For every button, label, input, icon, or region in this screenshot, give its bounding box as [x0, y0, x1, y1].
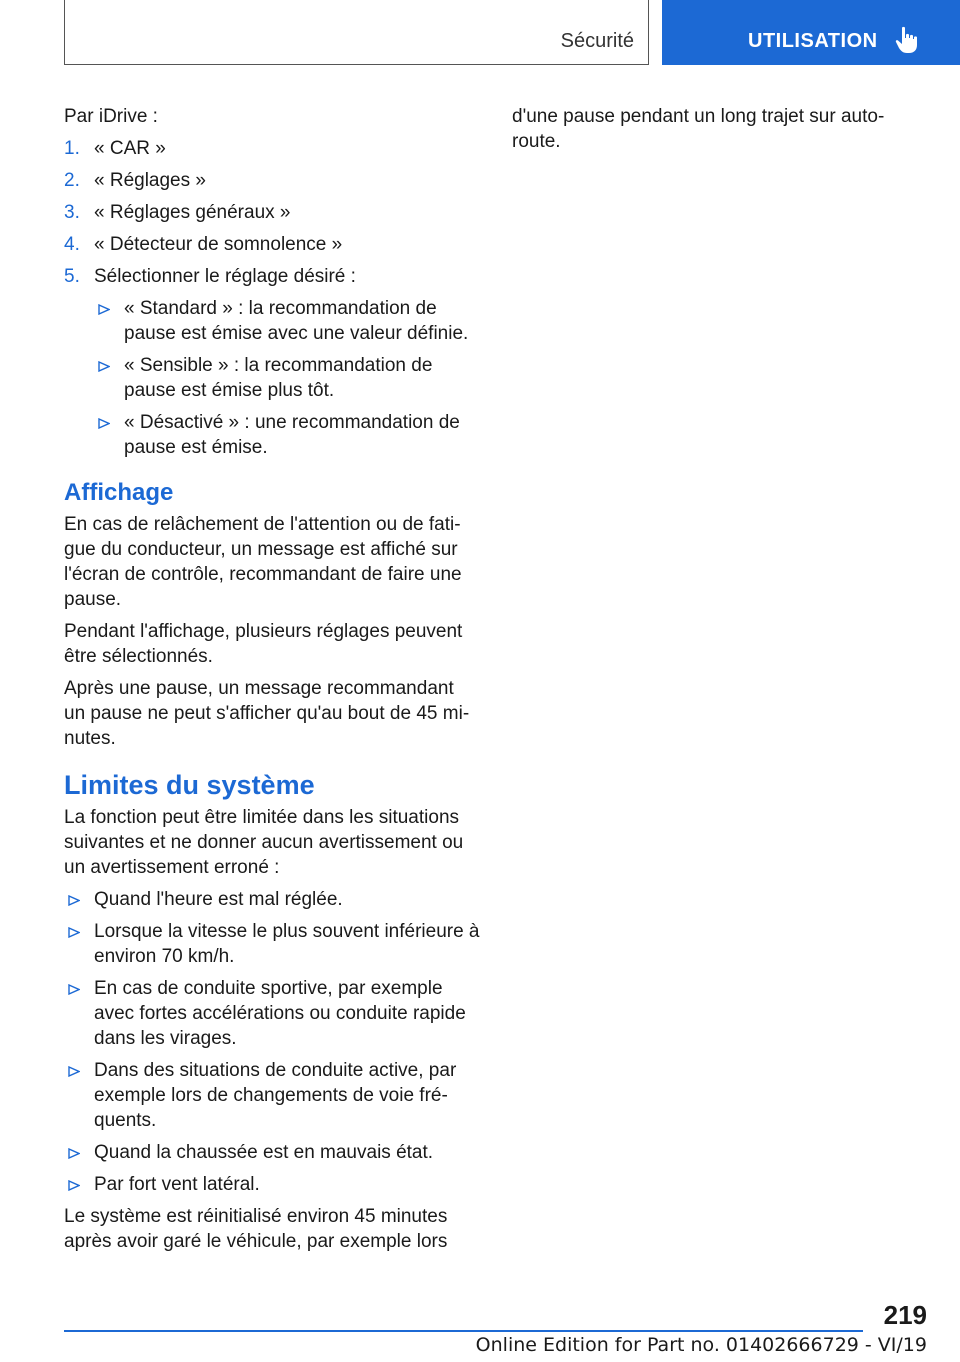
step-number: 4. — [64, 234, 80, 255]
intro-text: Par iDrive : — [64, 106, 158, 127]
limit-text: Dans des situations de conduite active, par exemple lors de changements de voie fréquents. — [94, 1060, 457, 1131]
list-item — [64, 136, 480, 161]
triangle-right-icon — [68, 984, 80, 995]
hand-pointer-icon — [895, 26, 921, 54]
step-text: « CAR » — [94, 138, 166, 159]
section-heading-limites: Limites du système — [64, 770, 315, 800]
step-number: 2. — [64, 170, 80, 191]
list-item — [64, 200, 480, 225]
step-text: « Détecteur de somnolence » — [94, 234, 343, 255]
left-column — [64, 104, 480, 1261]
paragraph: En cas de relâchement de l'attention ou de fatigue du conducteur, un message est affiché sur l'écran de contrôle, recommandant de faire une pause. — [64, 514, 462, 610]
list-item — [64, 919, 480, 969]
setting-text: « Sensible » : la recommandation de pause est émise plus tôt. — [124, 355, 433, 401]
list-item — [64, 976, 480, 1051]
paragraph: Après une pause, un message recommandant un pause ne peut s'afficher qu'au bout de 45 minutes. — [64, 678, 470, 749]
triangle-right-icon — [98, 361, 110, 372]
limit-text: Quand la chaussée est en mauvais état. — [94, 1142, 434, 1163]
limit-text: En cas de conduite sportive, par exemple avec fortes accélérations ou conduite rapide dans les virages. — [94, 978, 466, 1049]
step-text: « Réglages généraux » — [94, 202, 291, 223]
triangle-right-icon — [98, 418, 110, 429]
header-section-box — [64, 0, 649, 65]
chapter-title: UTILISATION — [748, 30, 878, 52]
paragraph: d'une pause pendant un long trajet sur autoroute. — [512, 106, 885, 152]
list-item — [64, 887, 480, 912]
footer-divider — [64, 1330, 863, 1332]
paragraph: Pendant l'affichage, plusieurs réglages peuvent être sélectionnés. — [64, 621, 463, 667]
setting-text: « Désactivé » : une recommandation de pause est émise. — [124, 412, 460, 458]
step-number: 5. — [64, 266, 80, 287]
triangle-right-icon — [68, 1066, 80, 1077]
triangle-right-icon — [68, 1180, 80, 1191]
limits-list — [64, 887, 480, 1197]
list-item — [64, 1140, 480, 1165]
section-heading-affichage: Affichage — [64, 479, 174, 506]
setting-text: « Standard » : la recommandation de pause est émise avec une valeur définie. — [124, 298, 469, 344]
limit-text: Par fort vent latéral. — [94, 1174, 260, 1195]
section-title: Sécurité — [560, 30, 634, 52]
chapter-tab[interactable] — [662, 0, 960, 65]
right-column — [512, 104, 902, 161]
limit-text: Lorsque la vitesse le plus souvent inférieure à environ 70 km/h. — [94, 921, 480, 967]
triangle-right-icon — [68, 927, 80, 938]
step-text: « Réglages » — [94, 170, 206, 191]
list-item — [94, 410, 480, 460]
list-item — [64, 232, 480, 257]
list-item — [94, 353, 480, 403]
settings-list — [64, 296, 480, 460]
step-number: 1. — [64, 138, 80, 159]
triangle-right-icon — [68, 1148, 80, 1159]
list-item — [64, 168, 480, 193]
step-text: Sélectionner le réglage désiré : — [94, 266, 356, 287]
page-number: 219 — [883, 1300, 927, 1330]
list-item — [64, 264, 480, 289]
triangle-right-icon — [68, 895, 80, 906]
steps-list — [64, 136, 480, 289]
list-item — [64, 1058, 480, 1133]
limit-text: Quand l'heure est mal réglée. — [94, 889, 343, 910]
triangle-right-icon — [98, 304, 110, 315]
list-item — [64, 1172, 480, 1197]
list-item — [94, 296, 480, 346]
paragraph: La fonction peut être limitée dans les situations suivantes et ne donner aucun avertissement ou un avertissement erroné : — [64, 807, 464, 878]
paragraph: Le système est réinitialisé environ 45 minutes après avoir garé le véhicule, par exemple lors — [64, 1206, 448, 1252]
footer-edition: Online Edition for Part no. 01402666729 - VI/19 — [475, 1334, 927, 1356]
step-number: 3. — [64, 202, 80, 223]
